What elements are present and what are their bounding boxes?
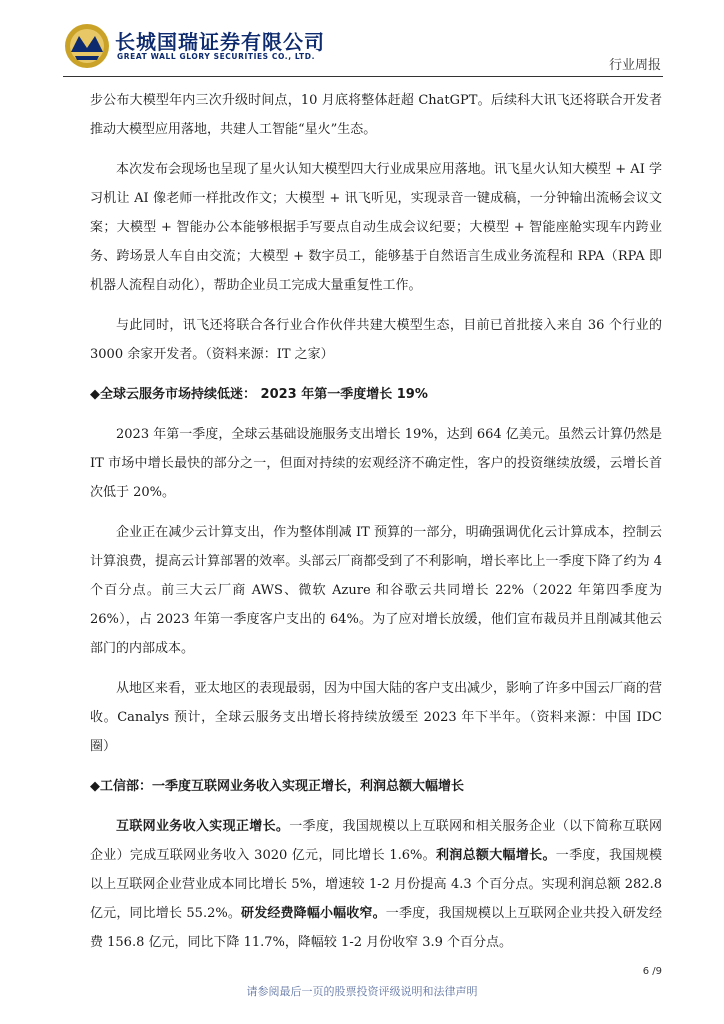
paragraph: 从地区来看，亚太地区的表现最弱，因为中国大陆的客户支出减少，影响了许多中国云厂商的营收。Canalys 预计，全球云服务支出增长将持续放缓至 2023 年下半年。（资料来源：中国 IDC 圈） [90, 681, 663, 754]
company-name-cn: 长城国瑞证券有限公司 [115, 30, 325, 54]
paragraph-text: 一季度，我国规模以上互联网企业共投入研发经费 156.8 亿元，同比下降 11.7%，降幅较 1-2 月份收窄 3.9 个百分点。 [90, 906, 662, 950]
bold-lead: 互联网业务收入实现正增长。 [116, 819, 290, 834]
paragraph: 2023 年第一季度，全球云基础设施服务支出增长 19%，达到 664 亿美元。虽然云计算仍然是 IT 市场中增长最快的部分之一，但面对持续的宏观经济不确定性，客户的投资继续放缓，云增长首次低于 20%。 [90, 427, 662, 500]
paragraph: 与此同时，讯飞还将联合各行业合作伙伴共建大模型生态，目前已首批接入来自 36 个行业的 3000 余家开发者。（资料来源：IT 之家） [90, 318, 662, 362]
bold-lead: 利润总额大幅增长。 [435, 848, 556, 863]
paragraph: 步公布大模型年内三次升级时间点，10 月底将整体赶超 ChatGPT。后续科大讯飞还将联合开发者推动大模型应用落地，共建人工智能“星火”生态。 [90, 93, 662, 137]
company-logo-icon [63, 22, 111, 70]
section-heading: ◆全球云服务市场持续低迷： 2023 年第一季度增长 19% [90, 387, 428, 402]
footer-disclaimer: 请参阅最后一页的股票投资评级说明和法律声明 [246, 985, 478, 998]
section-heading: ◆工信部：一季度互联网业务收入实现正增长，利润总额大幅增长 [90, 779, 464, 794]
paragraph-text: 一季度，我国规模以上互联网企业营业成本同比增长 5%，增速较 1-2 月份提高 4.3 个百分点。实现利润总额 282.8 亿元，同比增长 55.2%。 [90, 848, 662, 921]
paragraph-mixed [90, 812, 662, 957]
company-name-en: GREAT WALL GLORY SECURITIES CO., LTD. [117, 52, 316, 61]
document-type: 行业周报 [608, 58, 661, 73]
page-header [63, 18, 663, 77]
paragraph: 企业正在减少云计算支出，作为整体削减 IT 预算的一部分，明确强调优化云计算成本，控制云计算浪费，提高云计算部署的效率。头部云厂商都受到了不利影响，增长率比上一季度下降了约为 4 个百分点。前三大云厂商 AWS、微软 Azure 和谷歌云共同增长 22%（2022 年第四季度为 26%），占 2023 年第一季度客户支出的 64%。为了应对增长放缓，他们宣布裁员并且削减其他云部门的内部成本。 [90, 525, 662, 656]
bold-lead: 研发经费降幅小幅收窄。 [241, 906, 386, 921]
paragraph-text: 一季度，我国规模以上互联网和相关服务企业（以下简称互联网企业）完成互联网业务收入 3020 亿元，同比增长 1.6%。 [90, 819, 662, 863]
page-number: 6 /9 [642, 966, 662, 977]
article-body [90, 86, 662, 968]
paragraph: 本次发布会现场也呈现了星火认知大模型四大行业成果应用落地。讯飞星火认知大模型 + AI 学习机让 AI 像老师一样批改作文；大模型 + 讯飞听见，实现录音一键成稿，一分钟输出流畅会议文案；大模型 + 智能办公本能够根据手写要点自动生成会议纪要；大模型 + 智能座舱实现车内跨业务、跨场景人车自由交流；大模型 + 数字员工，能够基于自然语言生成业务流程和 RPA（RPA 即机器人流程自动化），帮助企业员工完成大量重复性工作。 [90, 162, 662, 293]
